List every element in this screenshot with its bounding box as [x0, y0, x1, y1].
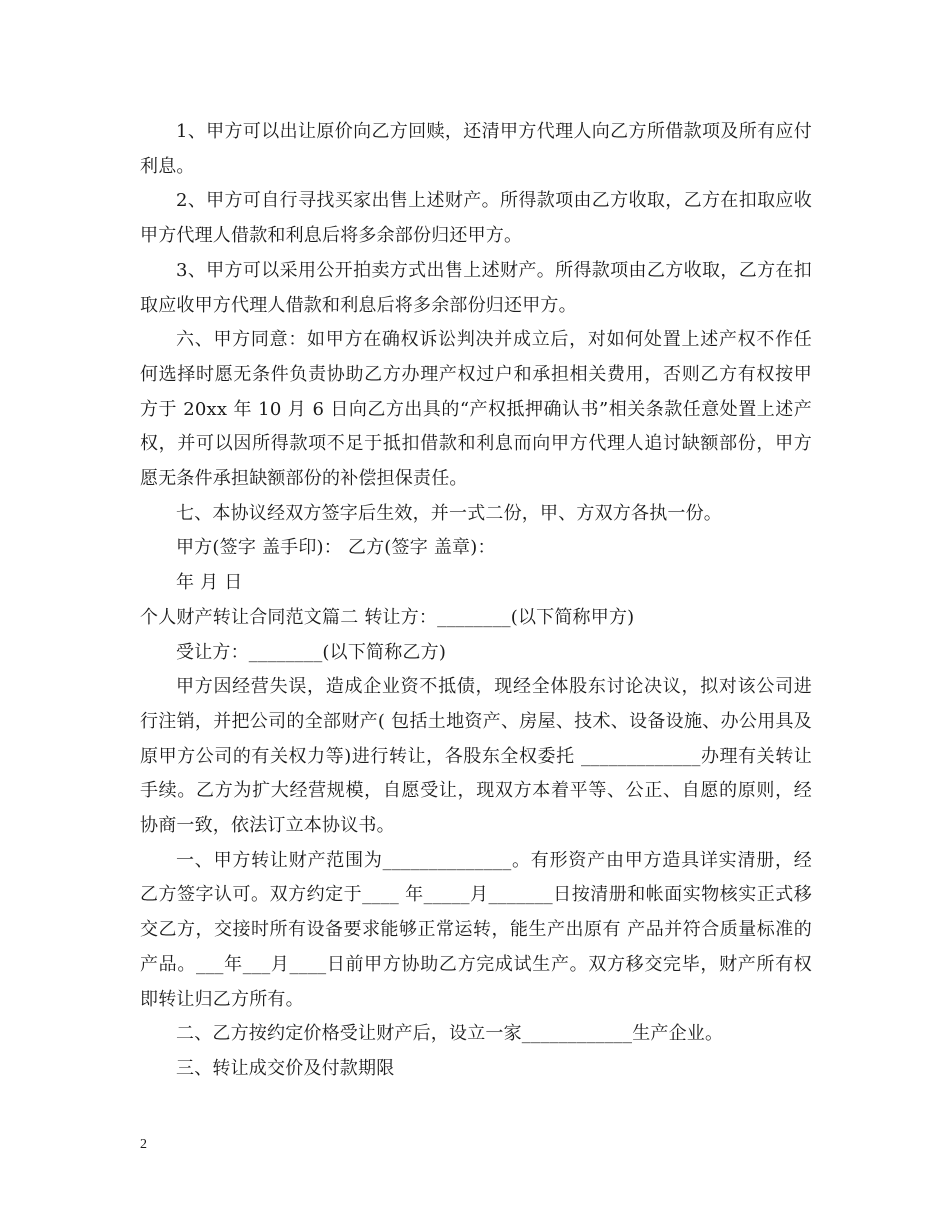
paragraph-clause-7: 七、本协议经双方签字后生效，并一式二份，甲、方双方各执一份。 [176, 502, 722, 524]
signature-line: 甲方(签字 盖手印)： 乙方(签字 盖章)： [176, 537, 496, 559]
document-body [140, 115, 812, 1087]
paragraph-preamble: 甲方因经营失误，造成企业资不抵债，现经全体股东讨论决议，拟对该公司进行注销，并把公司的全部财产( 包括土地资产、房屋、技术、设备设施、办公用具及原甲方公司的有关权力等)进行转让，各股东全权委托 _____________办理有关转让手续。乙方为扩大经营规模，自愿受让，现双方本着平等、公正、自愿的原则，经 协商一致，依法订立本协议书。 [140, 676, 812, 837]
paragraph-clause-2: 二、乙方按约定价格受让财产后，设立一家____________生产企业。 [176, 1023, 724, 1045]
date-line: 年 月 日 [176, 572, 243, 594]
paragraph-2: 2、甲方可自行寻找买家出售上述财产。所得款项由乙方收取，乙方在扣取应收甲方代理人借款和利息后将多余部份归还甲方。 [140, 190, 812, 247]
section-title-line: 个人财产转让合同范文篇二 转让方：________(以下简称甲方) [140, 606, 635, 628]
paragraph-clause-6: 六、甲方同意：如甲方在确权诉讼判决并成立后，对如何处置上述产权不作任何选择时愿无条件负责协助乙方办理产权过户和承担相关费用，否则乙方有权按甲方于 20xx 年 10 月 6 日向乙方出具的“产权抵押确认书”相关条款任意处置上述产权，并可以因所得款项不足于抵扣借款和利息而向甲方代理人追讨缺额部份，甲方愿无条件承担缺额部份的补偿担保责任。 [140, 329, 812, 490]
transferee-line: 受让方：________(以下简称乙方) [176, 641, 447, 663]
paragraph-clause-3: 三、转让成交价及付款期限 [176, 1057, 395, 1079]
page-number: 2 [140, 1137, 147, 1152]
paragraph-clause-1: 一、甲方转让财产范围为______________。有形资产由甲方造具详实清册，经乙方签字认可。双方约定于____ 年_____月_______日按清册和帐面实物核实正式移交乙方，交接时所有设备要求能够正常运转，能生产出原有 产品并符合质量标准的产品。___年___月____日前甲方协助乙方完成试生产。双方移交完毕，财产所有权即转让归乙方所有。 [140, 849, 812, 1010]
paragraph-1: 1、甲方可以出让原价向乙方回赎，还清甲方代理人向乙方所借款项及所有应付利息。 [140, 121, 812, 177]
paragraph-3: 3、甲方可以采用公开拍卖方式出售上述财产。所得款项由乙方收取，乙方在扣取应收甲方代理人借款和利息后将多余部份归还甲方。 [140, 259, 812, 316]
